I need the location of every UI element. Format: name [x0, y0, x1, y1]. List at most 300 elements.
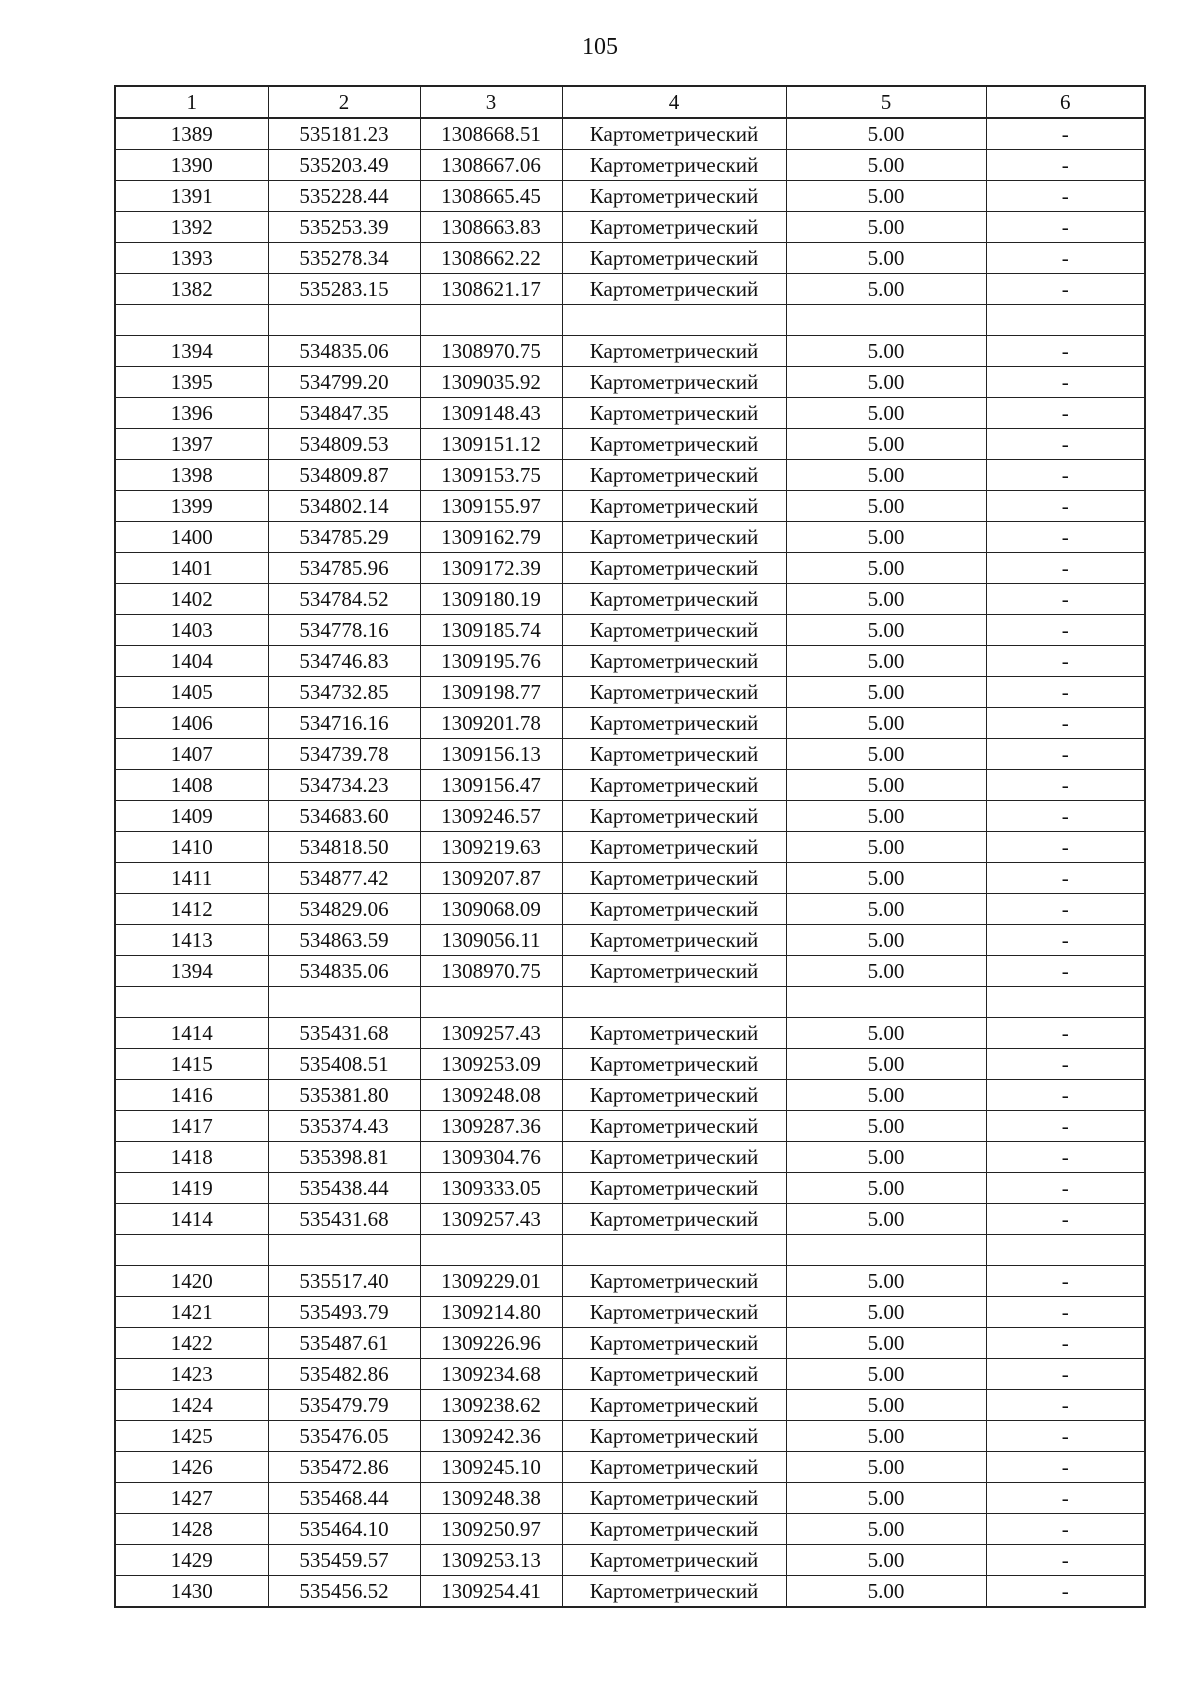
method-cell: Картометрический	[562, 615, 786, 646]
x-coordinate-cell: 535493.79	[268, 1297, 420, 1328]
x-coordinate-cell: 534835.06	[268, 956, 420, 987]
point-number-cell: 1408	[115, 770, 268, 801]
note-cell: -	[986, 739, 1145, 770]
method-cell: Картометрический	[562, 1204, 786, 1235]
table-row	[115, 1111, 1145, 1142]
point-number-cell: 1400	[115, 522, 268, 553]
y-coordinate-cell: 1309056.11	[420, 925, 562, 956]
y-coordinate-cell: 1309250.97	[420, 1514, 562, 1545]
accuracy-cell: 5.00	[786, 708, 986, 739]
method-cell: Картометрический	[562, 1297, 786, 1328]
point-number-cell: 1423	[115, 1359, 268, 1390]
note-cell	[986, 1235, 1145, 1266]
table-row	[115, 677, 1145, 708]
x-coordinate-cell: 535398.81	[268, 1142, 420, 1173]
y-coordinate-cell: 1309035.92	[420, 367, 562, 398]
accuracy-cell: 5.00	[786, 677, 986, 708]
y-coordinate-cell: 1309226.96	[420, 1328, 562, 1359]
method-cell: Картометрический	[562, 367, 786, 398]
note-cell: -	[986, 1080, 1145, 1111]
note-cell: -	[986, 1018, 1145, 1049]
point-number-cell: 1429	[115, 1545, 268, 1576]
y-coordinate-cell: 1309155.97	[420, 491, 562, 522]
y-coordinate-cell: 1309214.80	[420, 1297, 562, 1328]
x-coordinate-cell: 534809.53	[268, 429, 420, 460]
y-coordinate-cell: 1309185.74	[420, 615, 562, 646]
table-row	[115, 367, 1145, 398]
point-number-cell: 1401	[115, 553, 268, 584]
x-coordinate-cell: 535479.79	[268, 1390, 420, 1421]
accuracy-cell: 5.00	[786, 1452, 986, 1483]
y-coordinate-cell: 1309333.05	[420, 1173, 562, 1204]
note-cell: -	[986, 1483, 1145, 1514]
note-cell: -	[986, 1576, 1145, 1608]
table-row	[115, 1297, 1145, 1328]
y-coordinate-cell: 1309253.09	[420, 1049, 562, 1080]
table-row	[115, 1142, 1145, 1173]
point-number-cell: 1406	[115, 708, 268, 739]
header-cell-1: 1	[115, 86, 268, 118]
table-row	[115, 150, 1145, 181]
accuracy-cell: 5.00	[786, 739, 986, 770]
header-cell-4: 4	[562, 86, 786, 118]
note-cell: -	[986, 1266, 1145, 1297]
y-coordinate-cell: 1309195.76	[420, 646, 562, 677]
table-header	[115, 86, 1145, 118]
accuracy-cell: 5.00	[786, 1421, 986, 1452]
method-cell: Картометрический	[562, 1018, 786, 1049]
accuracy-cell: 5.00	[786, 956, 986, 987]
accuracy-cell	[786, 1235, 986, 1266]
x-coordinate-cell: 535456.52	[268, 1576, 420, 1608]
x-coordinate-cell: 534732.85	[268, 677, 420, 708]
x-coordinate-cell: 535203.49	[268, 150, 420, 181]
y-coordinate-cell: 1309229.01	[420, 1266, 562, 1297]
separator-row	[115, 1235, 1145, 1266]
y-coordinate-cell: 1309248.08	[420, 1080, 562, 1111]
point-number-cell: 1405	[115, 677, 268, 708]
x-coordinate-cell: 535253.39	[268, 212, 420, 243]
accuracy-cell: 5.00	[786, 398, 986, 429]
y-coordinate-cell: 1309246.57	[420, 801, 562, 832]
point-number-cell: 1397	[115, 429, 268, 460]
y-coordinate-cell: 1309242.36	[420, 1421, 562, 1452]
x-coordinate-cell: 534716.16	[268, 708, 420, 739]
note-cell: -	[986, 181, 1145, 212]
point-number-cell: 1392	[115, 212, 268, 243]
y-coordinate-cell: 1309254.41	[420, 1576, 562, 1608]
x-coordinate-cell	[268, 987, 420, 1018]
point-number-cell: 1393	[115, 243, 268, 274]
note-cell	[986, 987, 1145, 1018]
accuracy-cell: 5.00	[786, 615, 986, 646]
table-row	[115, 118, 1145, 150]
y-coordinate-cell: 1308665.45	[420, 181, 562, 212]
table-row	[115, 1483, 1145, 1514]
separator-row	[115, 305, 1145, 336]
point-number-cell: 1389	[115, 118, 268, 150]
point-number-cell	[115, 1235, 268, 1266]
note-cell: -	[986, 956, 1145, 987]
accuracy-cell: 5.00	[786, 212, 986, 243]
y-coordinate-cell: 1308668.51	[420, 118, 562, 150]
point-number-cell: 1394	[115, 336, 268, 367]
note-cell: -	[986, 491, 1145, 522]
table-row	[115, 522, 1145, 553]
x-coordinate-cell: 535381.80	[268, 1080, 420, 1111]
note-cell: -	[986, 1142, 1145, 1173]
method-cell: Картометрический	[562, 398, 786, 429]
method-cell: Картометрический	[562, 1173, 786, 1204]
method-cell: Картометрический	[562, 956, 786, 987]
point-number-cell: 1402	[115, 584, 268, 615]
note-cell: -	[986, 522, 1145, 553]
y-coordinate-cell: 1309156.47	[420, 770, 562, 801]
method-cell: Картометрический	[562, 1452, 786, 1483]
table-row	[115, 181, 1145, 212]
y-coordinate-cell	[420, 305, 562, 336]
table-row	[115, 1421, 1145, 1452]
method-cell: Картометрический	[562, 1545, 786, 1576]
point-number-cell: 1390	[115, 150, 268, 181]
method-cell: Картометрический	[562, 1142, 786, 1173]
x-coordinate-cell: 535181.23	[268, 118, 420, 150]
accuracy-cell: 5.00	[786, 1204, 986, 1235]
accuracy-cell: 5.00	[786, 1483, 986, 1514]
x-coordinate-cell: 534818.50	[268, 832, 420, 863]
accuracy-cell: 5.00	[786, 1576, 986, 1608]
accuracy-cell: 5.00	[786, 832, 986, 863]
accuracy-cell: 5.00	[786, 150, 986, 181]
method-cell: Картометрический	[562, 336, 786, 367]
note-cell: -	[986, 1049, 1145, 1080]
y-coordinate-cell: 1308970.75	[420, 956, 562, 987]
y-coordinate-cell: 1309068.09	[420, 894, 562, 925]
x-coordinate-cell: 534829.06	[268, 894, 420, 925]
header-cell-6: 6	[986, 86, 1145, 118]
note-cell: -	[986, 212, 1145, 243]
method-cell: Картометрический	[562, 150, 786, 181]
y-coordinate-cell	[420, 987, 562, 1018]
x-coordinate-cell: 534785.96	[268, 553, 420, 584]
note-cell: -	[986, 118, 1145, 150]
x-coordinate-cell: 535472.86	[268, 1452, 420, 1483]
x-coordinate-cell: 534847.35	[268, 398, 420, 429]
method-cell: Картометрический	[562, 1266, 786, 1297]
x-coordinate-cell: 534734.23	[268, 770, 420, 801]
table-row	[115, 1204, 1145, 1235]
method-cell	[562, 987, 786, 1018]
y-coordinate-cell: 1309172.39	[420, 553, 562, 584]
accuracy-cell: 5.00	[786, 1173, 986, 1204]
accuracy-cell: 5.00	[786, 429, 986, 460]
point-number-cell: 1425	[115, 1421, 268, 1452]
point-number-cell	[115, 305, 268, 336]
method-cell: Картометрический	[562, 708, 786, 739]
note-cell: -	[986, 274, 1145, 305]
note-cell: -	[986, 770, 1145, 801]
header-row	[115, 86, 1145, 118]
table-row	[115, 491, 1145, 522]
x-coordinate-cell: 534877.42	[268, 863, 420, 894]
note-cell: -	[986, 1328, 1145, 1359]
point-number-cell: 1398	[115, 460, 268, 491]
note-cell: -	[986, 367, 1145, 398]
table-row	[115, 1390, 1145, 1421]
point-number-cell: 1419	[115, 1173, 268, 1204]
x-coordinate-cell: 535408.51	[268, 1049, 420, 1080]
accuracy-cell: 5.00	[786, 1297, 986, 1328]
note-cell: -	[986, 615, 1145, 646]
table-row	[115, 1080, 1145, 1111]
method-cell: Картометрический	[562, 553, 786, 584]
point-number-cell: 1409	[115, 801, 268, 832]
method-cell: Картометрический	[562, 1049, 786, 1080]
y-coordinate-cell: 1309248.38	[420, 1483, 562, 1514]
method-cell	[562, 1235, 786, 1266]
x-coordinate-cell: 534785.29	[268, 522, 420, 553]
point-number-cell: 1424	[115, 1390, 268, 1421]
accuracy-cell: 5.00	[786, 646, 986, 677]
method-cell: Картометрический	[562, 1111, 786, 1142]
method-cell: Картометрический	[562, 894, 786, 925]
table-row	[115, 274, 1145, 305]
point-number-cell: 1391	[115, 181, 268, 212]
note-cell	[986, 305, 1145, 336]
x-coordinate-cell: 534746.83	[268, 646, 420, 677]
note-cell: -	[986, 1111, 1145, 1142]
x-coordinate-cell: 534739.78	[268, 739, 420, 770]
table-row	[115, 739, 1145, 770]
table-row	[115, 336, 1145, 367]
note-cell: -	[986, 1545, 1145, 1576]
y-coordinate-cell: 1308662.22	[420, 243, 562, 274]
note-cell: -	[986, 553, 1145, 584]
accuracy-cell: 5.00	[786, 863, 986, 894]
x-coordinate-cell: 535278.34	[268, 243, 420, 274]
accuracy-cell: 5.00	[786, 925, 986, 956]
x-coordinate-cell: 535464.10	[268, 1514, 420, 1545]
method-cell: Картометрический	[562, 460, 786, 491]
table-row	[115, 894, 1145, 925]
accuracy-cell: 5.00	[786, 522, 986, 553]
accuracy-cell: 5.00	[786, 584, 986, 615]
accuracy-cell: 5.00	[786, 1111, 986, 1142]
point-number-cell: 1416	[115, 1080, 268, 1111]
method-cell: Картометрический	[562, 181, 786, 212]
y-coordinate-cell	[420, 1235, 562, 1266]
accuracy-cell: 5.00	[786, 118, 986, 150]
y-coordinate-cell: 1309148.43	[420, 398, 562, 429]
x-coordinate-cell: 535283.15	[268, 274, 420, 305]
note-cell: -	[986, 677, 1145, 708]
accuracy-cell: 5.00	[786, 1080, 986, 1111]
note-cell: -	[986, 1297, 1145, 1328]
method-cell: Картометрический	[562, 1080, 786, 1111]
y-coordinate-cell: 1309253.13	[420, 1545, 562, 1576]
point-number-cell: 1426	[115, 1452, 268, 1483]
point-number-cell: 1417	[115, 1111, 268, 1142]
note-cell: -	[986, 1421, 1145, 1452]
page-number: 105	[582, 34, 618, 60]
note-cell: -	[986, 150, 1145, 181]
note-cell: -	[986, 584, 1145, 615]
y-coordinate-cell: 1309151.12	[420, 429, 562, 460]
note-cell: -	[986, 925, 1145, 956]
y-coordinate-cell: 1309153.75	[420, 460, 562, 491]
x-coordinate-cell: 535431.68	[268, 1018, 420, 1049]
y-coordinate-cell: 1309304.76	[420, 1142, 562, 1173]
accuracy-cell: 5.00	[786, 1142, 986, 1173]
y-coordinate-cell: 1309234.68	[420, 1359, 562, 1390]
table-row	[115, 1049, 1145, 1080]
header-cell-3: 3	[420, 86, 562, 118]
x-coordinate-cell: 535468.44	[268, 1483, 420, 1514]
method-cell	[562, 305, 786, 336]
accuracy-cell: 5.00	[786, 1514, 986, 1545]
x-coordinate-cell: 534809.87	[268, 460, 420, 491]
table-row	[115, 429, 1145, 460]
method-cell: Картометрический	[562, 739, 786, 770]
table-row	[115, 460, 1145, 491]
note-cell: -	[986, 1173, 1145, 1204]
table-row	[115, 1514, 1145, 1545]
method-cell: Картометрический	[562, 1328, 786, 1359]
table-row	[115, 1452, 1145, 1483]
x-coordinate-cell: 534799.20	[268, 367, 420, 398]
x-coordinate-cell: 535517.40	[268, 1266, 420, 1297]
table-row	[115, 646, 1145, 677]
table-row	[115, 863, 1145, 894]
table-row	[115, 1328, 1145, 1359]
method-cell: Картометрический	[562, 770, 786, 801]
method-cell: Картометрический	[562, 491, 786, 522]
point-number-cell: 1410	[115, 832, 268, 863]
method-cell: Картометрический	[562, 584, 786, 615]
x-coordinate-cell: 534863.59	[268, 925, 420, 956]
y-coordinate-cell: 1309219.63	[420, 832, 562, 863]
accuracy-cell: 5.00	[786, 1049, 986, 1080]
point-number-cell: 1411	[115, 863, 268, 894]
x-coordinate-cell	[268, 1235, 420, 1266]
table-row	[115, 925, 1145, 956]
table-row	[115, 212, 1145, 243]
note-cell: -	[986, 894, 1145, 925]
point-number-cell: 1395	[115, 367, 268, 398]
point-number-cell: 1407	[115, 739, 268, 770]
x-coordinate-cell: 535482.86	[268, 1359, 420, 1390]
point-number-cell: 1422	[115, 1328, 268, 1359]
table-body	[115, 118, 1145, 1607]
point-number-cell: 1394	[115, 956, 268, 987]
x-coordinate-cell: 535228.44	[268, 181, 420, 212]
table-row	[115, 615, 1145, 646]
note-cell: -	[986, 708, 1145, 739]
point-number-cell: 1399	[115, 491, 268, 522]
point-number-cell: 1414	[115, 1204, 268, 1235]
note-cell: -	[986, 832, 1145, 863]
table-row	[115, 956, 1145, 987]
note-cell: -	[986, 1452, 1145, 1483]
y-coordinate-cell: 1309156.13	[420, 739, 562, 770]
y-coordinate-cell: 1309201.78	[420, 708, 562, 739]
method-cell: Картометрический	[562, 522, 786, 553]
x-coordinate-cell: 534683.60	[268, 801, 420, 832]
y-coordinate-cell: 1308663.83	[420, 212, 562, 243]
accuracy-cell	[786, 305, 986, 336]
point-number-cell: 1421	[115, 1297, 268, 1328]
y-coordinate-cell: 1308970.75	[420, 336, 562, 367]
y-coordinate-cell: 1308667.06	[420, 150, 562, 181]
note-cell: -	[986, 429, 1145, 460]
table-row	[115, 1266, 1145, 1297]
accuracy-cell: 5.00	[786, 336, 986, 367]
point-number-cell: 1404	[115, 646, 268, 677]
point-number-cell: 1430	[115, 1576, 268, 1608]
note-cell: -	[986, 243, 1145, 274]
accuracy-cell: 5.00	[786, 894, 986, 925]
table-row	[115, 243, 1145, 274]
method-cell: Картометрический	[562, 1390, 786, 1421]
table-row	[115, 801, 1145, 832]
y-coordinate-cell: 1309180.19	[420, 584, 562, 615]
method-cell: Картометрический	[562, 646, 786, 677]
table-row	[115, 1173, 1145, 1204]
table-row	[115, 770, 1145, 801]
table-row	[115, 832, 1145, 863]
table-row	[115, 584, 1145, 615]
accuracy-cell: 5.00	[786, 491, 986, 522]
point-number-cell: 1396	[115, 398, 268, 429]
table-row	[115, 1359, 1145, 1390]
method-cell: Картометрический	[562, 677, 786, 708]
accuracy-cell	[786, 987, 986, 1018]
accuracy-cell: 5.00	[786, 1545, 986, 1576]
point-number-cell: 1415	[115, 1049, 268, 1080]
method-cell: Картометрический	[562, 801, 786, 832]
accuracy-cell: 5.00	[786, 1266, 986, 1297]
method-cell: Картометрический	[562, 1576, 786, 1608]
point-number-cell	[115, 987, 268, 1018]
method-cell: Картометрический	[562, 212, 786, 243]
method-cell: Картометрический	[562, 243, 786, 274]
note-cell: -	[986, 863, 1145, 894]
method-cell: Картометрический	[562, 1421, 786, 1452]
y-coordinate-cell: 1309207.87	[420, 863, 562, 894]
note-cell: -	[986, 336, 1145, 367]
note-cell: -	[986, 801, 1145, 832]
table-row	[115, 1576, 1145, 1608]
table-row	[115, 1018, 1145, 1049]
point-number-cell: 1427	[115, 1483, 268, 1514]
x-coordinate-cell: 534835.06	[268, 336, 420, 367]
separator-row	[115, 987, 1145, 1018]
note-cell: -	[986, 646, 1145, 677]
accuracy-cell: 5.00	[786, 181, 986, 212]
point-number-cell: 1413	[115, 925, 268, 956]
y-coordinate-cell: 1309257.43	[420, 1018, 562, 1049]
accuracy-cell: 5.00	[786, 460, 986, 491]
point-number-cell: 1412	[115, 894, 268, 925]
table-row	[115, 708, 1145, 739]
y-coordinate-cell: 1309162.79	[420, 522, 562, 553]
method-cell: Картометрический	[562, 1359, 786, 1390]
table-row	[115, 1545, 1145, 1576]
note-cell: -	[986, 398, 1145, 429]
note-cell: -	[986, 1204, 1145, 1235]
accuracy-cell: 5.00	[786, 801, 986, 832]
accuracy-cell: 5.00	[786, 367, 986, 398]
